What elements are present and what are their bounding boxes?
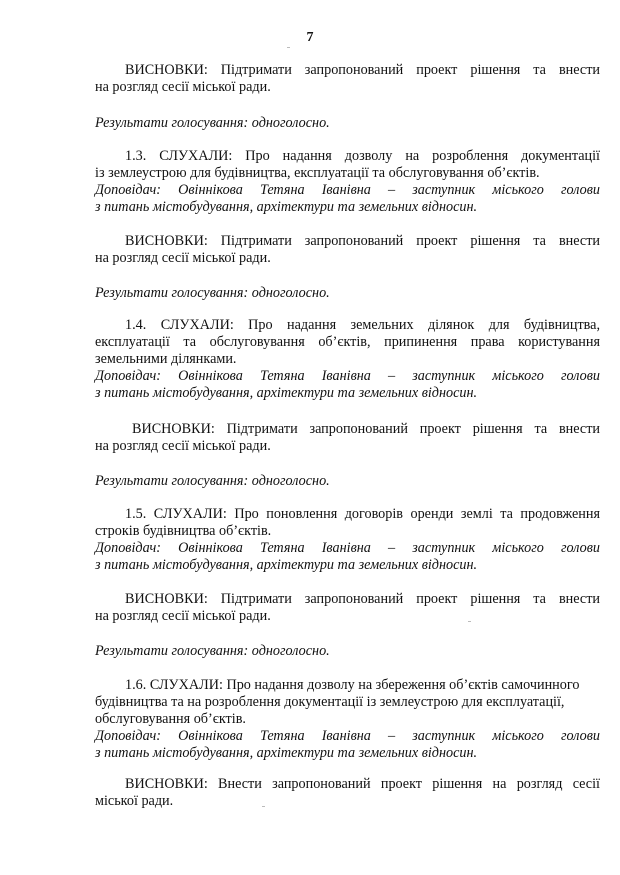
scan-speck xyxy=(287,47,290,48)
conclusion-text: ВИСНОВКИ: Підтримати запропонований проект рішення та внести xyxy=(125,233,600,249)
conclusion-block xyxy=(95,776,600,810)
voting-result: Результати голосування: одноголосно. xyxy=(95,115,330,131)
heard-line: земельними ділянками. xyxy=(95,351,237,367)
conclusion-block xyxy=(95,421,600,455)
conclusion-text-cont: міської ради. xyxy=(95,793,174,809)
speaker-line: Доповідач: Овіннікова Тетяна Іванівна – заступник міського голови xyxy=(95,540,600,556)
conclusion-text: ВИСНОВКИ: Підтримати запропонований проект рішення та внести xyxy=(125,62,600,78)
voting-result: Результати голосування: одноголосно. xyxy=(95,643,330,659)
heard-line: строків будівництва об’єктів. xyxy=(95,523,272,539)
heard-line: обслуговування об’єктів. xyxy=(95,711,246,727)
speaker-line: з питань містобудування, архітектури та земельних відносин. xyxy=(95,557,478,573)
speaker-line: Доповідач: Овіннікова Тетяна Іванівна – заступник міського голови xyxy=(95,728,600,744)
conclusion-text: ВИСНОВКИ: Підтримати запропонований проект рішення та внести xyxy=(132,421,600,437)
speaker-line: з питань містобудування, архітектури та земельних відносин. xyxy=(95,385,478,401)
heard-line: 1.3. СЛУХАЛИ: Про надання дозволу на розроблення документації xyxy=(125,148,600,164)
page-number: 7 xyxy=(306,30,314,45)
heard-item-1-4 xyxy=(95,317,600,402)
heard-item-1-5 xyxy=(95,506,600,574)
heard-line: із землеустрою для будівництва, експлуатації та обслуговування об’єктів. xyxy=(95,165,540,181)
heard-line: 1.5. СЛУХАЛИ: Про поновлення договорів оренди землі та продовження xyxy=(125,506,600,522)
scan-speck xyxy=(262,806,265,807)
heard-item-1-3 xyxy=(95,148,600,216)
voting-result: Результати голосування: одноголосно. xyxy=(95,285,330,301)
conclusion-block xyxy=(95,62,600,96)
conclusion-text: ВИСНОВКИ: Внести запропонований проект рішення на розгляд сесії xyxy=(125,776,600,792)
heard-line: експлуатації та обслуговування об’єктів, припинення права користування xyxy=(95,334,600,350)
conclusion-text: ВИСНОВКИ: Підтримати запропонований проект рішення та внести xyxy=(125,591,600,607)
speaker-line: Доповідач: Овіннікова Тетяна Іванівна – заступник міського голови xyxy=(95,368,600,384)
heard-line: 1.6. СЛУХАЛИ: Про надання дозволу на збереження об’єктів самочинного xyxy=(125,677,580,693)
heard-line: 1.4. СЛУХАЛИ: Про надання земельних ділянок для будівництва, xyxy=(125,317,600,333)
scan-speck xyxy=(468,621,471,622)
heard-line: будівництва та на розроблення документації із землеустрою для експлуатації, xyxy=(95,694,565,710)
conclusion-text-cont: на розгляд сесії міської ради. xyxy=(95,438,271,454)
conclusion-block xyxy=(95,591,600,625)
speaker-line: Доповідач: Овіннікова Тетяна Іванівна – заступник міського голови xyxy=(95,182,600,198)
conclusion-text-cont: на розгляд сесії міської ради. xyxy=(95,250,271,266)
conclusion-text-cont: на розгляд сесії міської ради. xyxy=(95,608,271,624)
conclusion-block xyxy=(95,233,600,267)
conclusion-text-cont: на розгляд сесії міської ради. xyxy=(95,79,271,95)
speaker-line: з питань містобудування, архітектури та земельних відносин. xyxy=(95,199,478,215)
heard-item-1-6 xyxy=(95,677,600,762)
speaker-line: з питань містобудування, архітектури та земельних відносин. xyxy=(95,745,478,761)
voting-result: Результати голосування: одноголосно. xyxy=(95,473,330,489)
